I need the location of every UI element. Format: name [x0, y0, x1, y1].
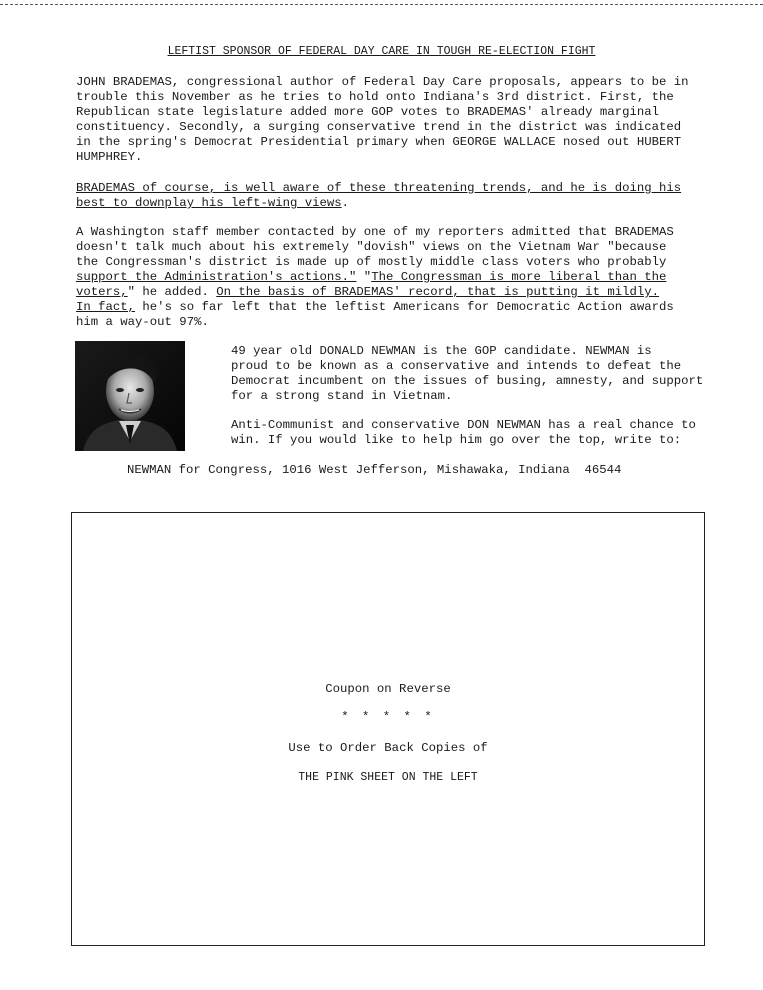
paragraph-3-part-a: A Washington staff member contacted by one of my reporters admitted that BRADEMAS doesn't talk much about his extremely "dovish" views on the Vietnam War "because the Congressman's district is made up of mostly middle class voters who probably — [76, 225, 674, 269]
paragraph-3-underline-2: The Congressman is more liberal than the voters, — [76, 270, 667, 299]
candidate-portrait-photo — [75, 341, 185, 451]
paragraph-3 — [76, 225, 706, 330]
campaign-address: NEWMAN for Congress, 1016 West Jefferson, Mishawaka, Indiana 46544 — [127, 463, 622, 477]
article-headline: LEFTIST SPONSOR OF FEDERAL DAY CARE IN TOUGH RE-ELECTION FIGHT — [167, 45, 596, 58]
coupon-box — [71, 512, 705, 946]
paragraph-2-end: . — [341, 196, 350, 210]
portrait-drawing — [75, 341, 185, 451]
paragraph-5: Anti-Communist and conservative DON NEWMAN has a real chance to win. If you would like to help him go over the top, write to: — [231, 418, 696, 447]
coupon-line-4: THE PINK SHEET ON THE LEFT — [298, 771, 478, 784]
paragraph-1: JOHN BRADEMAS, congressional author of Federal Day Care proposals, appears to be in trouble this November as he tries to hold onto Indiana's 3rd district. First, the Republican state legislature added more GOP votes to BRADEMAS' already marginal constituency. Secondly, a surging conservative trend in the district was indicated in the spring's Democrat Presidential primary when GEORGE WALLACE nosed out HUBERT HUMPHREY. — [76, 75, 689, 164]
coupon-line-1: Coupon on Reverse — [325, 682, 451, 696]
paragraph-4: 49 year old DONALD NEWMAN is the GOP candidate. NEWMAN is proud to be known as a conservative and intends to defeat the Democrat incumbent on the issues of busing, amnesty, and support for a strong stand in Vietnam. — [231, 344, 704, 403]
paragraph-2-underlined: BRADEMAS of course, is well aware of these threatening trends, and he is doing his best to downplay his left-wing views — [76, 181, 682, 210]
paragraph-3-underline-1: support the Administration's actions." — [76, 270, 357, 284]
paragraph-2 — [76, 181, 706, 211]
coupon-stars: * * * * * — [341, 710, 435, 724]
paragraph-3-part-c: " he added. — [127, 285, 217, 299]
paragraph-3-part-d: he's so far left that the leftist Americans for Democratic Action awards him a way-out 97%. — [76, 300, 674, 329]
top-dashed-rule — [0, 4, 763, 5]
paragraph-3-underline-3: On the basis of BRADEMAS' record, that is putting it mildly. In fact, — [76, 285, 659, 314]
paragraph-3-part-b: " — [356, 270, 372, 284]
coupon-line-3: Use to Order Back Copies of — [288, 741, 488, 755]
